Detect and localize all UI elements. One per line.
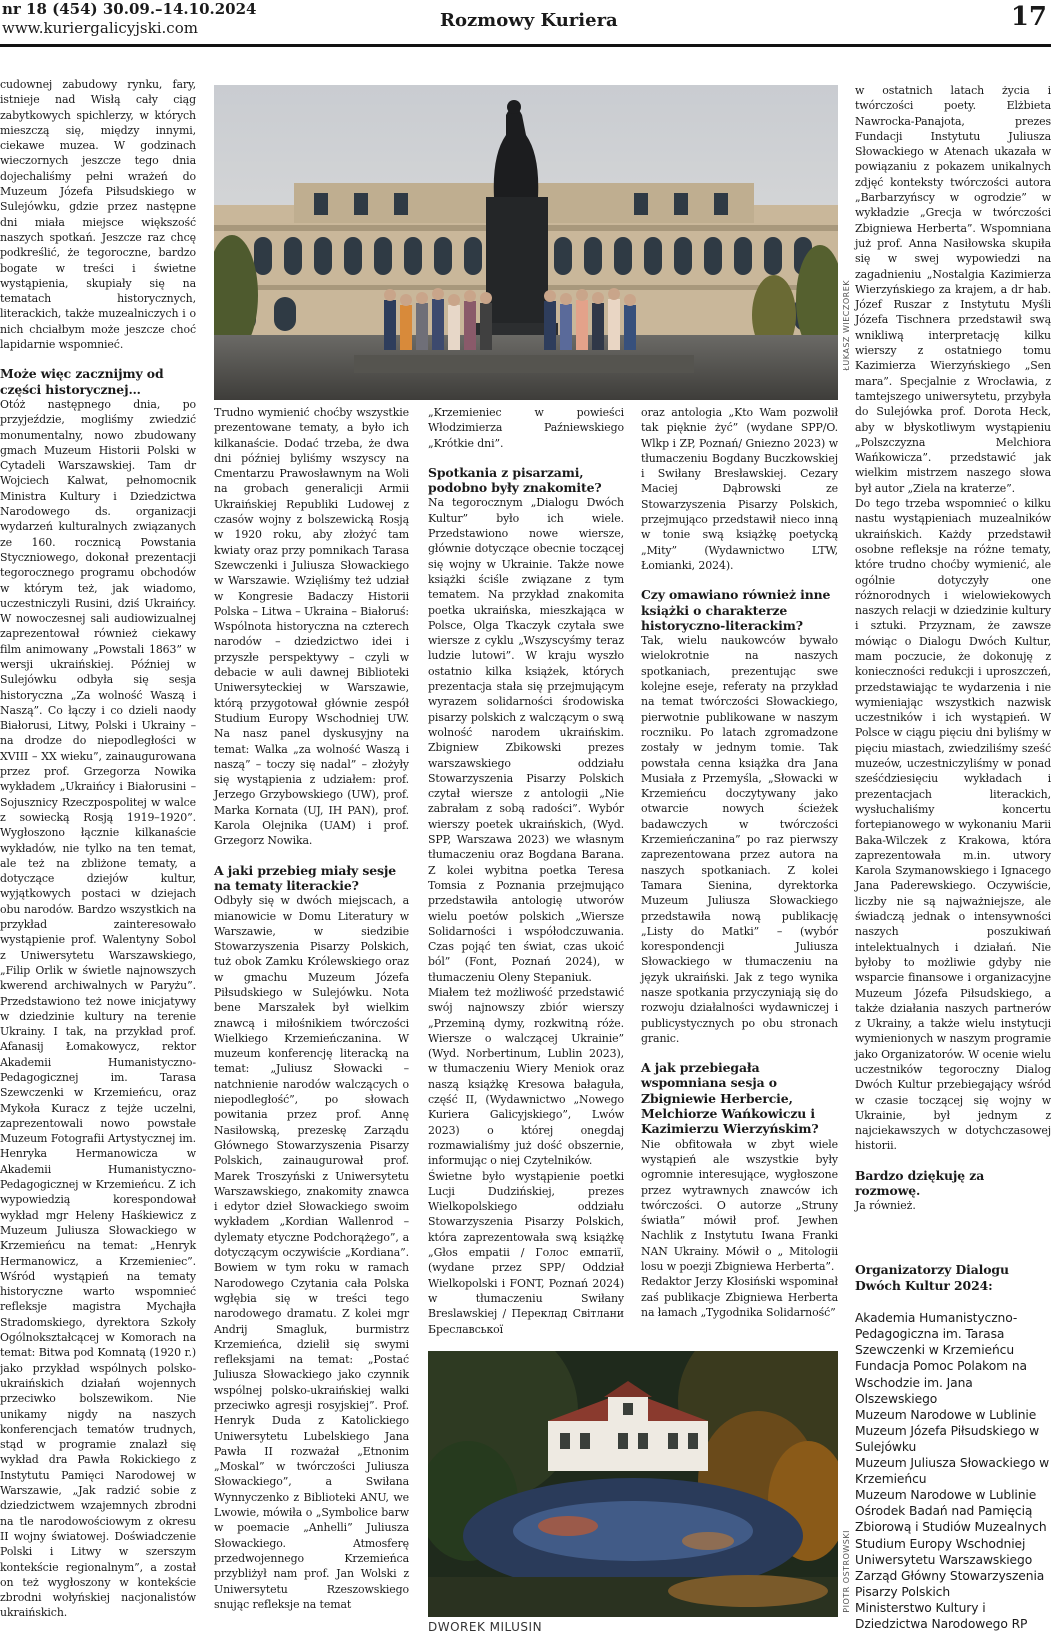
interview-question: Może więc zacznijmy od części historycznej… bbox=[0, 366, 164, 397]
article-column-3 bbox=[428, 405, 624, 1337]
monument-photo-illustration bbox=[214, 85, 838, 400]
photo-dworek-milusin bbox=[428, 1351, 838, 1617]
page-header bbox=[0, 0, 1051, 47]
organizer-item: Muzeum Józefa Piłsudskiego w Sulejówku bbox=[855, 1423, 1040, 1454]
paragraph: „Krzemieniec w powieści Włodzimierza Paźniewskiego „Krótkie dni”. bbox=[428, 406, 624, 450]
issue-info: nr 18 (454) 30.09.–14.10.2024 bbox=[2, 0, 257, 18]
website-url[interactable]: www.kuriergalicyjski.com bbox=[2, 19, 198, 37]
paragraph: Miałem też możliwość przedstawić swój najnowszy zbiór wierszy „Przeminą dymy, rozkwitną róże. Wiersze o walczącej Ukrainie” (Wyd. Norbertinum, Lublin 2023), w tłumaczeniu Wiery Meniok oraz naszą książkę Kresowa bałaguła, część II, (Wydawnictwo „Nowego Kuriera Galicyjskiego”, Lwów 2023) o której onegdaj rozmawialiśmy już dość obszernie, informując o niej Czytelników. bbox=[428, 985, 624, 1168]
organizer-item: Muzeum Narodowe w Lublinie bbox=[855, 1407, 1037, 1422]
paragraph: Do tego trzeba wspomnieć o kilku nastu wystąpieniach muzealników ukraińskich. Każdy przedstawił osobne refleksje na różne tematy, które trudno choćby wymienić, ale ogólnie dotyczyły one różnorodnych i wielowiekowych naszych relacji w dziedzinie kultury i sztuki. Przyznam, że zawsze mówiąc o Dialogu Dwóch Kultur, mam poczucie, że dokonuję z konieczności redukcji i uproszczeń, przedstawiając te wydarzenia i nie wymieniając wszystkich nazwisk uczestników i ich wystąpień. W Polsce w ciągu pięciu dni byliśmy w pięciu miastach, zwiedziliśmy sześć muzeów, uczestniczyliśmy w ponad sześćdziesięciu wykładach i prezentacjach literackich, wysłuchaliśmy koncertu fortepianowego w wykonaniu Marii Baka-Wilczek z Krakowa, która zaprezentowała m.in. utwory Karola Szymanowskiego i Ignacego Jana Paderewskiego. Oczywiście, liczby nie są najważniejsze, ale świadczą jednak o intensywności naszych poszukiwań intelektualnych i działań. Nie byłoby to możliwie gdyby nie wsparcie finansowe i organizacyjne Muzeum Józefa Piłsudskiego, a także działania naszych partnerów z Ukrainy, a także wielu instytucji wymienionych w naszym programie jako Organizatorów. W ocenie wielu uczestników tegoroczny Dialog Dwóch Kultur przebiegający wśród w czasie toczącej się wojny w Ukrainie, był jednym z najciekawszych w dotychczasowej historii. bbox=[855, 497, 1051, 1153]
paragraph: oraz antologia „Kto Wam pozwolił tak pięknie żyć” (wydane SPP/O. Wlkp i ZP, Poznań/ Gniezno 2023) w tłumaczeniu Bogdany Buczkowskiej i Swiłany Bresławskiej. Cezary Maciej Dąbrowski ze Stowarzyszenia Pisarzy Polskich, przejmująco przedstawił nieco inną w tonie swą książkę poetycką „Mity” (Wydawnictwo LTW, Łomianki, 2024). bbox=[641, 406, 838, 572]
interview-question: A jak przebiegała wspomniana sesja o Zbigniewie Herbercie, Melchiorze Wańkowiczu i Kazimierzu Wierzyńskim? bbox=[641, 1060, 819, 1137]
photo-caption: DWOREK MILUSIN bbox=[428, 1620, 543, 1634]
paragraph: Świetne było wystąpienie poetki Lucji Dudzińskiej, prezes Wielkopolskiego oddziału Stowarzyszenia Pisarzy Polskich, która zaprezentowała swą książkę „Głos empatii / Голос емпатії, (wydane przez SPP/ Oddział Wielkopolski i FONT, Poznań 2024) w tłumaczeniu Swiłany Breslawskiej / Переклад Світлани Бреславської bbox=[428, 1169, 624, 1336]
photo-credit-bottom: PIOTR OSTROWSKI bbox=[842, 1530, 851, 1613]
organizer-item: Ministerstwo Kultury i Dziedzictwa Narodowego RP bbox=[855, 1600, 1028, 1631]
interview-question: A jaki przebieg miały sesje na tematy literackie? bbox=[214, 862, 397, 893]
organizer-item: Ośrodek Badań nad Pamięcią Zbiorową i Studiów Muzealnych bbox=[855, 1504, 1047, 1535]
paragraph: Ja również. bbox=[855, 1199, 916, 1213]
section-title: Rozmowy Kuriera bbox=[440, 10, 618, 31]
paragraph: Nie obfitowała w zbyt wiele wystąpień ale wszystkie były ogromnie interesujące, wygłoszone przez wytrawnych znawców ich twórczości. O autorze „Struny światła” mówił prof. Jewhen Nachlik z Instytutu Iwana Franki NAN Ukrainy. Mówił o „ Mitologii losu w poezji Zbigniewa Herberta”. bbox=[641, 1137, 838, 1274]
organizers-box bbox=[855, 1262, 1051, 1632]
paragraph: Otóż następnego dnia, po przyjeździe, mogliśmy zwiedzić monumentalny, nowo zbudowany gmach Muzeum Historii Polski w Cytadeli Warszawskiej. Tam dr Wojciech Kalwat, pełnomocnik Ministra Kultury i Dziedzictwa Narodowego ds. organizacji wydarzeń kulturalnych związanych ze 160. rocznicą Powstania Styczniowego, dokonał prezentacji tegorocznego programu obchodów w którym też, jak wiadomo, uczestniczyli Rusini, dziś Ukraińcy. W nowoczesnej sali audiowizualnej zaprezentował również ciekawy film animowany „Powstali 1863” w wersji ukraińskiej. Później w Sulejówku odbyła się sesja historyczna „Za wolność Waszą i Naszą”. Co łączy i co dzieli naody Białorusi, Litwy, Polski i Ukrainy – na drodze do niepodległości w XVIII – XX wieku”, zainaugurowana przez prof. Grzegorza Nowika wykładem „Ukraińcy i Białorusini – Sojusznicy Rzeczpospolitej w walce z sowiecką Rosją 1919–1920”. Wygłoszono łącznie kilkanaście wykładów, nie tylko na ten temat, ale też na zbliżone tematy, a dotyczące dziejów kultur, wyjątkowych postaci w dziejach obu narodów. Bardzo wszystkich na przykład zainteresowało wystąpienie prof. Walentyny Sobol z Uniwersytetu Warszawskiego, „Filip Orlik w świetle najnowszych kwerend archiwalnych w Paryżu”. Przedstawiono też nowe inicjatywy w dziedzinie kultury na terenie Ukrainy. I tak, na przykład prof. Afanasij Łomakowycz, rektor Akademii Humanistyczno-Pedagogicznej im. Tarasa Szewczenki w Krzemieńcu, oraz Mykoła Kuracz z tejże uczelni, zaprezentowali nowo powstałe Muzeum Fotografii Artystycznej im. Henryka Hermanowicza w Akademii Humanistyczno-Pedagogicznej w Krzemieńcu. Z ich wypowiedzią korespondował wykład mgr Heleny Haśkiewicz z Muzeum Juliusza Słowackiego w Krzemieńcu na temat: „Henryk Hermanowicz, a Krzemieniec”. Wśród wystąpień na tematy historyczne warto wspomnieć refleksje magistra Mychajła Stradomskiego, dyrektora Szkoły Ogólnokształcącej w Komorach na temat: Bitwa pod Komnatą (1920 r.) jako przykład wspólnych polsko-ukraińskich działań wojennych przeciwko bolszewikom. Nie unikamy nigdy na naszych konferencjach tematów trudnych, stąd w programie znalazł się wykład dra Pawła Rokickiego z Instytutu Pamięci Narodowej w Warszawie, „Jak radzić sobie z dziedzictwem wzajemnych zbrodni na tle narodowościowym z okresu II wojny światowej. Doświadczenie Polski i Litwy w szerszym kontekście regionalnym”, a został on też wygłoszony w kontekście zbrodni wołyńskiej nacjonalistów ukraińskich. bbox=[0, 397, 196, 1620]
organizer-item: Fundacja Pomoc Polakom na Wschodzie im. Jana Olszewskiego bbox=[855, 1359, 1027, 1406]
organizer-item: Muzeum Juliusza Słowackiego w Krzemieńcu bbox=[855, 1456, 1050, 1487]
organizers-heading: Organizatorzy Dialogu Dwóch Kultur 2024: bbox=[855, 1262, 1009, 1294]
organizer-item: Studium Europy Wschodniej Uniwersytetu Warszawskiego bbox=[855, 1536, 1033, 1567]
interview-question: Spotkania z pisarzami, podobno były znakomite? bbox=[428, 464, 602, 496]
photo-group-at-monument bbox=[214, 85, 838, 400]
paragraph: cudownej zabudowy rynku, fary, istnieje nad Wisłą cały ciąg zabytkowych spichlerzy, w których mieszczą się, między innymi, ciekawe muzea. W godzinach wieczornych jeszcze tego dnia dojechaliśmy pełni wrażeń do Muzeum Józefa Piłsudskiego w Sulejówku, gdzie przez następne dni miała miejsce większość naszych spotkań. Jeszcze raz chcę podkreślić, że tegoroczne, bardzo bogate w treści i świetne wystąpienia, skupiały się na tematach historycznych, literackich, także muzealniczych i o nich chciałbym może jeszcze choć lapidarnie wspomnieć. bbox=[0, 78, 196, 352]
article-column-5 bbox=[855, 83, 1051, 1214]
article-column-4 bbox=[641, 405, 838, 1320]
paragraph: Odbyły się w dwóch miejscach, a mianowicie w Domu Literatury w Warszawie, w siedzibie Stowarzyszenia Pisarzy Polskich, tuż obok Zamku Królewskiego oraz w gmachu Muzeum Józefa Piłsudskiego w Sulejówku. Nota bene Marszałek był wielkim znawcą i miłośnikiem twórczości Wielkiego Krzemieńczanina. W muzeum konferencję literacką na temat: „Juliusz Słowacki – natchnienie narodów walczących o niepodległość”, po słowach powitania przez prof. Annę Nasiłowską, prezeskę Zarządu Głównego Stowarzyszenia Pisarzy Polskich, zainaugurował prof. Marek Troszyński z Uniwersytetu Warszawskiego, znakomity znawca i edytor dzieł Słowackiego swoim wykładem „Kordian Wallenrod – dylematy etyczne Podchorążego”, a dotyczącym oczywiście „Kordiana”. Bowiem w tym roku w ramach Narodowego Czytania cała Polska wgłębia się w treści tego narodowego dramatu. Z kolei mgr Andrij Smagluk, burmistrz Krzemieńca, dzielił się swymi refleksjami na temat: „Postać Juliusza Słowackiego jako czynnik wspólnej polsko-ukraińskiej walki przeciwko agresji rosyjskiej”. Prof. Henryk Duda z Katolickiego Uniwersytetu Lubelskiego Jana Pawła II rozważał „Etnonim „Moskal” w twórczości Juliusza Słowackiego”, a Swiłana Wynnyczenko z Biblioteki ANU, we Lwowie, mówiła o „Symbolice barw w poemacie „Anhelli” Juliusza Słowackiego. Atmosferę przedwojennego Krzemieńca przybliżył nam prof. Jan Wolski z Uniwersytetu Rzeszowskiego snując refleksje na temat bbox=[214, 894, 409, 1611]
interview-question: Bardzo dziękuję za rozmowę. bbox=[855, 1167, 985, 1199]
page-number: 17 bbox=[1010, 2, 1047, 32]
paragraph: Tak, wielu naukowców bywało wielokrotnie na naszych spotkaniach, prezentując swe kolejne eseje, referaty na przykład na temat twórczości Słowackiego, pierwotnie publikowane w naszym roczniku. Po latach zgromadzone zostały w jednym tomie. Tak powstała cenna książka dra Jana Musiała z Przemyśla, „Słowacki w Krzemieńcu doczytywany jako otwarcie nowych ścieżek badawczych w twórczości Krzemieńczanina” po raz pierwszy zaprezentowana przez autora na naszych spotkaniach. Z kolei Tamara Sienina, dyrektorka Muzeum Juliusza Słowackiego przedstawiła nową publikację „Listy do Matki” – (wybór korespondencji Juliusza Słowackiego w tłumaczeniu na język ukraiński. Jak z tego wynika nasze spotkania przyczyniają się do rozwoju działalności wydawniczej i publicystycznych po obu stronach granic. bbox=[641, 634, 838, 1045]
paragraph: Redaktor Jerzy Kłosiński wspominał zaś publikacje Zbigniewa Herberta na łamach „Tygodnika Solidarność” bbox=[641, 1275, 838, 1319]
organizer-item: Zarząd Główny Stowarzyszenia Pisarzy Polskich bbox=[855, 1568, 1045, 1599]
paragraph: Na tegorocznym „Dialogu Dwóch Kultur” było ich wiele. Przedstawiono nowe wiersze, głównie dotyczące obecnie toczącej się wojny w Ukrainie. Także nowe książki ściśle związane z tym tematem. Na przykład znakomita poetka ukraińska, mieszkająca w Polsce, Olga Tkaczyk czytała swe wiersze z cyklu „Wszyscyśmy teraz ludzie lutowi”. W kraju wyszło ostatnio kilka książek, których prezentacja stała się przejmującym wyrazem solidarności środowiska pisarzy polskich z walczącym o swą wolność narodem ukraińskim. Zbigniew Zbikowski prezes warszawskiego oddziału Stowarzyszenia Pisarzy Polskich czytał wiersze z antologii „Nie zabrałam z sobą radości”. Wybór wierszy poetek ukraińskich, (Wyd. SPP, Warszawa 2023) we własnym tłumaczeniu oraz Bogdana Barana. Z kolei wybitna poetka Teresa Tomsia z Poznania przejmująco przedstawiła antologię utworów wielu poetów polskich „Wiersze Solidarności i współodczuwania. Czas pojąć ten świat, czas ukoić ból” (Font, Poznań 2024), w tłumaczeniu Oleny Stepaniuk. bbox=[428, 496, 624, 984]
photo-credit-top: ŁUKASZ WIECZOREK bbox=[842, 280, 851, 371]
paragraph: Trudno wymienić choćby wszystkie prezentowane tematy, a było ich kilkanaście. Dodać trzeba, że dwa dni później byliśmy wszyscy na Cmentarzu Prawosławnym na Woli na grobach generalicji Armii Ukraińskiej Republiki Ludowej z czasów wojny z bolszewicką Rosją w 1920 roku, aby złożyć tam kwiaty oraz przy pomnikach Tarasa Szewczenki i Juliusza Słowackiego w Warszawie. Wzięliśmy też udział w Kongresie Badaczy Historii Polska – Litwa – Ukraina – Białoruś: Wspólnota historyczna na czterech narodów – dziedzictwo idei i przyszłe perspektywy – czyli w debacie w auli dawnej Biblioteki Uniwersyteckiej w Warszawie, którą przygotował głównie zespół Studium Europy Wschodniej UW. Na nasz panel dyskusyjny na temat: Walka „za wolność Waszą i naszą” – toczy się nadal” – złożyły się wystąpienia z udziałem: prof. Jerzego Grzybowskiego (UW), prof. Marka Kornata (UJ, IH PAN), prof. Karola Olejnika (UAM) i prof. Grzegorz Nowika. bbox=[214, 406, 409, 848]
organizers-list bbox=[855, 1310, 1051, 1632]
article-column-1 bbox=[0, 77, 196, 1621]
paragraph: w ostatnich latach życia i twórczości poety. Elżbieta Nawrocka-Panajota, prezes Fundacji Instytutu Juliusza Słowackiego w Atenach ukazała w powiązaniu z pokazem unikalnych zdjęć konteksty twórczości autora „Barbarzyńscy w ogrodzie” w wykładzie „Grecja w twórczości Zbigniewa Herberta”. Wspomniana już prof. Anna Nasiłowska skupiła się w swej wypowiedzi na zagadnieniu „Nostalgia Kazimierza Wierzyńskiego za krajem, a dr hab. Józef Ruszar z Instytutu Myśli Józefa Tischnera przedstawił swą wnikliwą interpretację kilku wierszy z ostatniego tomu Kazimierza Wierzyńskiego „Sen mara”. Specjalnie z Wrocławia, z tamtejszego uniwersytetu, przybyła do Sulejówka prof. Dorota Heck, aby w błyskotliwym wystąpieniu „Polszczyzna Melchiora Wańkowicza”. przedstawić jak wielkim mistrzem naszego słowa był autor „Ziela na kraterze”. bbox=[855, 84, 1051, 495]
organizer-item: Akademia Humanistyczno-Pedagogiczna im. Tarasa Szewczenki w Krzemieńcu bbox=[855, 1311, 1018, 1358]
manor-photo-illustration bbox=[428, 1351, 838, 1617]
interview-question: Czy omawiano również inne książki o charakterze historyczno-literackim? bbox=[641, 587, 831, 633]
article-column-2 bbox=[214, 405, 409, 1612]
organizer-item: Muzeum Narodowe w Lublinie bbox=[855, 1488, 1037, 1503]
